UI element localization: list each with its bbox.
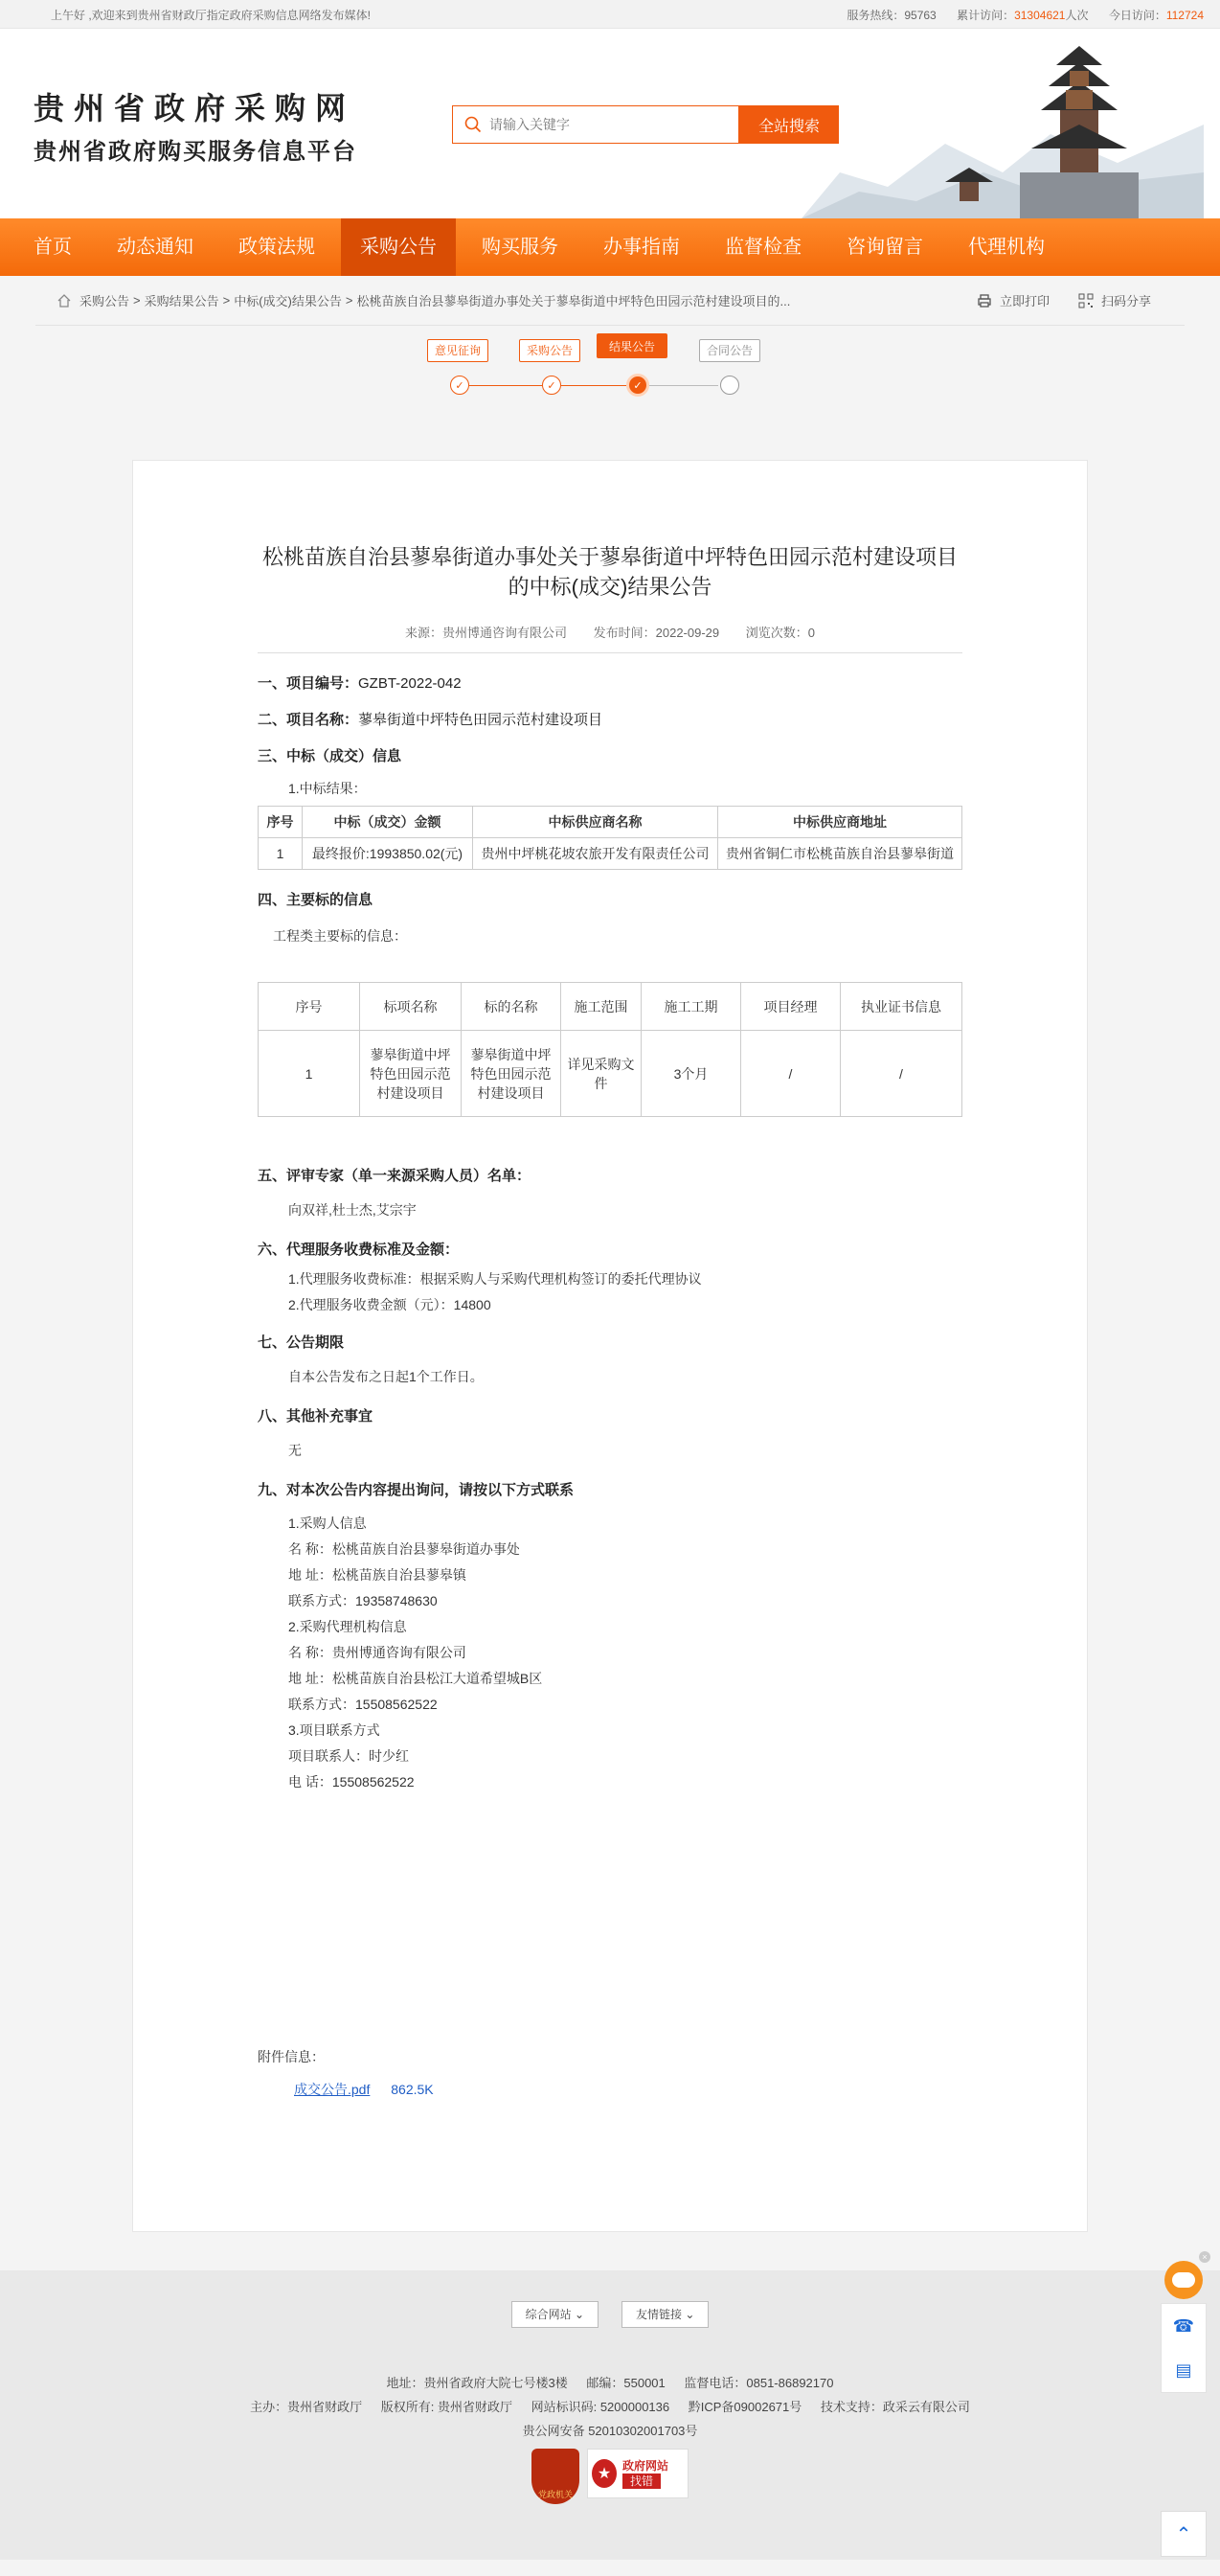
top-bar <box>0 0 1220 29</box>
award-result-table <box>258 806 962 870</box>
footer <box>0 2270 1220 2560</box>
attachment-size: 862.5K <box>391 2082 434 2097</box>
footer-links <box>0 2270 1220 2328</box>
gov-site-error-badge[interactable]: ★ 政府网站 找错 <box>587 2449 689 2498</box>
back-to-top-button[interactable] <box>1161 2511 1207 2557</box>
search-bar <box>452 105 839 144</box>
step-connector <box>561 385 626 386</box>
footer-badges <box>0 2449 1220 2504</box>
site-search-button[interactable]: 全站搜索 <box>739 105 839 144</box>
breadcrumb-item[interactable]: 采购结果公告 <box>144 294 219 308</box>
search-icon <box>464 116 482 133</box>
nav-home[interactable]: 首页 <box>34 237 72 258</box>
search-input[interactable] <box>489 117 719 132</box>
footer-info: 地址：贵州省政府大院七号楼3楼 邮编：550001 监督电话：0851-86892170 主办：贵州省财政厅 版权所有: 贵州省财政厅 网站标识码: 5200000136 黔ICP备09002671号 技术支持：政采云有限公司 贵公网安备 52010302001703号 <box>0 2371 1220 2443</box>
section-other: 八、其他补充事宜 <box>258 1408 373 1425</box>
step-done-icon: ✓ <box>542 376 561 395</box>
table-header: 项目经理 <box>741 983 841 1031</box>
close-icon[interactable]: × <box>1199 2251 1210 2263</box>
section-notice-period: 七、公告期限 <box>258 1334 345 1351</box>
table-header: 标的名称 <box>462 983 561 1031</box>
friend-links-dropdown[interactable]: 友情链接 ⌄ <box>621 2301 709 2328</box>
print-button[interactable]: 立即打印 <box>977 291 1050 309</box>
attachment-link[interactable]: 成交公告.pdf <box>294 2082 371 2097</box>
award-result-label: 1.中标结果： <box>288 781 367 796</box>
hotline: 服务热线：95763 <box>847 8 937 22</box>
step-label: 采购公告 <box>519 339 580 362</box>
nav-procurement[interactable]: 采购公告 <box>341 218 456 276</box>
section-project-name: 二、项目名称：蓼皋街道中坪特色田园示范村建设项目 <box>258 712 603 728</box>
header <box>0 29 1220 218</box>
process-steps <box>0 326 1220 460</box>
article-source: 来源：贵州博通咨询有限公司 <box>404 626 567 640</box>
step-connector <box>649 385 718 386</box>
customer-service-icon[interactable]: ☎ <box>1172 2315 1195 2336</box>
step-label-current: 结果公告 <box>597 333 667 358</box>
nav-supervision[interactable]: 监督检查 <box>725 237 802 258</box>
step-label: 合同公告 <box>699 339 760 362</box>
attachments <box>258 2047 962 2099</box>
printer-icon <box>977 293 992 308</box>
total-visits: 累计访问：31304621人次 <box>957 8 1089 22</box>
other-value: 无 <box>288 1443 302 1458</box>
section-experts: 五、评审专家（单一来源采购人员）名单： <box>258 1168 531 1184</box>
article-card <box>132 460 1088 2232</box>
step-done-icon: ✓ <box>450 376 469 395</box>
nav-policy[interactable]: 政策法规 <box>238 237 315 258</box>
experts-list: 向双祥,杜士杰,艾宗宇 <box>288 1202 417 1218</box>
comprehensive-sites-dropdown[interactable]: 综合网站 ⌄ <box>511 2301 599 2328</box>
site-name: 贵州省政府采购网 <box>34 90 356 126</box>
site-logo[interactable] <box>34 84 357 166</box>
chevron-up-icon: ⌃ <box>1175 2523 1192 2545</box>
step-current-icon: ✓ <box>626 374 649 397</box>
table-header: 标项名称 <box>360 983 462 1031</box>
party-gov-badge[interactable]: 党政机关 <box>531 2449 579 2504</box>
step-connector <box>469 385 542 386</box>
article-date: 发布时间：2022-09-29 <box>593 626 720 640</box>
article-title: 松桃苗族自治县蓼皋街道办事处关于蓼皋街道中坪特色田园示范村建设项目的中标(成交)结果公告 <box>261 545 958 599</box>
statistics-icon[interactable]: ▤ <box>1175 2359 1192 2380</box>
breadcrumb-item[interactable]: 采购公告 <box>79 294 130 308</box>
section-award-info: 三、中标（成交）信息 <box>258 748 402 764</box>
subject-info-table <box>258 982 962 1117</box>
notice-period-value: 自本公告发布之日起1个工作日。 <box>288 1369 484 1384</box>
agency-fee-lines: 1.代理服务收费标准：根据采购人与采购代理机构签订的委托代理协议 2.代理服务收费金额（元）：14800 <box>288 1271 702 1312</box>
subject-info-label: 工程类主要标的信息： <box>273 928 407 944</box>
table-header: 执业证书信息 <box>841 983 962 1031</box>
police-record[interactable]: 贵公网安备 52010302001703号 <box>522 2424 698 2438</box>
nav-agency[interactable]: 代理机构 <box>968 237 1045 258</box>
step-label: 意见征询 <box>427 339 488 362</box>
table-header: 中标供应商地址 <box>718 807 962 838</box>
table-header: 序号 <box>259 983 360 1031</box>
pavilion-illustration <box>802 29 1204 218</box>
breadcrumb-current: 松桃苗族自治县蓼皋街道办事处关于蓼皋街道中坪特色田园示范村建设项目的... <box>356 294 791 308</box>
section-agency-fee: 六、代理服务收费标准及金额： <box>258 1242 460 1258</box>
mascot-icon[interactable] <box>1164 2261 1203 2299</box>
nav-consult[interactable]: 咨询留言 <box>847 237 923 258</box>
breadcrumb-item[interactable]: 中标(成交)结果公告 <box>234 294 342 308</box>
share-button[interactable]: 扫码分享 <box>1078 291 1151 309</box>
article-views: 浏览次数：0 <box>745 626 816 640</box>
attachment-label: 附件信息： <box>258 2049 325 2064</box>
main-nav <box>0 218 1220 276</box>
chevron-down-icon: ⌄ <box>685 2308 695 2321</box>
breadcrumb: 采购公告 > 采购结果公告 > 中标(成交)结果公告 > 松桃苗族自治县蓼皋街道办事处关于蓼皋街道中坪特色田园示范村建设项目的... 立即打印 扫码分享 <box>35 276 1185 326</box>
nav-purchase-service[interactable]: 购买服务 <box>482 237 558 258</box>
article-meta <box>258 623 962 653</box>
chevron-down-icon: ⌄ <box>574 2308 584 2321</box>
floating-toolbar <box>1161 2252 1208 2393</box>
table-row: 1 最终报价:1993850.02(元) 贵州中坪桃花坡农旅开发有限责任公司 贵州省铜仁市松桃苗族自治县蓼皋街道 <box>259 838 962 870</box>
nav-guide[interactable]: 办事指南 <box>603 237 680 258</box>
nav-news[interactable]: 动态通知 <box>117 237 193 258</box>
home-icon <box>56 293 72 308</box>
today-visits: 今日访问：112724 <box>1108 8 1204 22</box>
table-header: 序号 <box>259 807 303 838</box>
section-contact: 九、对本次公告内容提出询问，请按以下方式联系 <box>258 1482 575 1498</box>
table-header: 中标供应商名称 <box>473 807 718 838</box>
site-stats <box>829 7 1204 23</box>
table-row: 1 蓼皋街道中坪特色田园示范村建设项目 蓼皋街道中坪特色田园示范村建设项目 详见采购文件 3个月 / / <box>259 1031 962 1117</box>
table-header: 中标（成交）金额 <box>303 807 473 838</box>
contact-lines: 1.采购人信息 名 称：松桃苗族自治县蓼皋街道办事处 地 址：松桃苗族自治县蓼皋镇 联系方式：19358748630 2.采购代理机构信息 名 称：贵州博通咨询有限公司 地 址：松桃苗族自治县松江大道希望城B区 联系方式：15508562522 3.项目联系方式 项目联系人：时少红 电 话：15508562522 <box>288 1516 543 1790</box>
section-subject-info: 四、主要标的信息 <box>258 892 373 908</box>
search-box <box>452 105 739 144</box>
section-project-number: 一、项目编号：GZBT-2022-042 <box>258 675 462 692</box>
table-header: 施工范围 <box>561 983 642 1031</box>
welcome-text: 上午好 ,欢迎来到贵州省财政厅指定政府采购信息网络发布媒体! <box>51 8 372 22</box>
qr-code-icon <box>1078 293 1094 308</box>
attachment-item <box>258 2080 962 2099</box>
table-header: 施工工期 <box>642 983 741 1031</box>
site-subtitle: 贵州省政府购买服务信息平台 <box>34 137 357 165</box>
step-pending-icon <box>720 376 739 395</box>
emblem-icon: ★ <box>592 2459 617 2488</box>
